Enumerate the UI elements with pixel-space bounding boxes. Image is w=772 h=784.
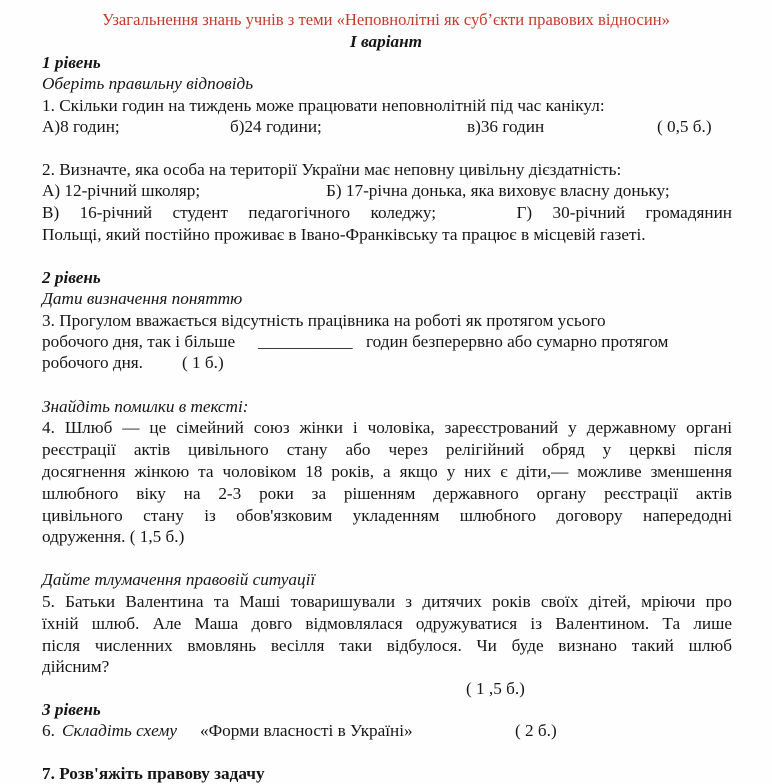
level1-instruction: Оберіть правильну відповідь	[42, 74, 254, 93]
question4-line4: шлюбного віку на 2-3 роки за рішенням державного органу реєстрації актів	[42, 484, 732, 503]
question5-line3: після численних вмовлянь весілля таки відбулося. Чи буде визнано такий шлюб	[42, 636, 732, 655]
question2-text: 2. Визначте, яка особа на території України має неповну цивільну дієздатність:	[42, 160, 622, 179]
question4-line2: реєстрації актів цивільного стану або через релігійний обряд у церкві після	[42, 440, 732, 459]
q6-topic: «Форми власності в Україні»	[200, 721, 413, 740]
q2-option-v: В) 16-річний студент педагогічного коледжу;	[42, 203, 437, 222]
q1-option-b: б)24 години;	[230, 117, 322, 136]
level1-heading: 1 рівень	[42, 53, 101, 72]
q1-option-a: А)8 годин;	[42, 117, 120, 136]
level2-instruction: Дати визначення поняттю	[42, 289, 243, 308]
question3-line2	[42, 331, 732, 352]
question5-line1: 5. Батьки Валентина та Маші товаришували з дитячих років своїх дітей, мріючи про	[42, 592, 732, 611]
level3-heading: 3 рівень	[42, 700, 101, 719]
question7-partial: 7. Розв'яжіть правову задачу	[42, 764, 265, 783]
question1-text: 1. Скільки годин на тиждень може працювати неповнолітній під час канікул:	[42, 96, 605, 115]
variant-label: І варіант	[349, 32, 422, 51]
q6-number: 6.	[42, 721, 55, 740]
question4-line5: цивільного стану із обов'язковим укладенням шлюбного договору напередодні	[42, 506, 732, 525]
q1-option-v: в)36 годин	[467, 117, 545, 136]
question5-line2: їхній шлюб. Але Маша довго відмовлялася одружуватися із Валентином. Та лише	[42, 614, 732, 633]
question5-last-line: дійсним?	[42, 657, 110, 676]
q1-points: ( 0,5 б.)	[657, 117, 712, 136]
document-title: Узагальнення знань учнів з теми «Неповнолітні як суб’єкти правових відносин»	[102, 10, 670, 29]
question2-options-row2	[42, 202, 732, 223]
q2-option-a: А) 12-річний школяр;	[42, 181, 201, 200]
q2-option-g: Г) 30-річний громадянин	[516, 203, 732, 222]
question4-line3: досягнення жінкою та чоловіком 18 років, а якщо у них є діти,— можливе зменшення	[42, 462, 732, 481]
situation-instruction: Дайте тлумачення правовій ситуації	[42, 570, 316, 589]
level2-heading: 2 рівень	[42, 268, 101, 287]
q3-answer-blank: ___________	[258, 332, 353, 351]
question4-last-line: одруження. ( 1,5 б.)	[42, 527, 185, 546]
q6-instruction: Складіть схему	[62, 721, 177, 740]
q6-points: ( 2 б.)	[515, 721, 557, 740]
question6-line	[42, 720, 732, 741]
question2-options-row1	[42, 180, 732, 201]
q3-line3-text: робочого дня.	[42, 353, 143, 372]
question2-option-g-cont: Польщі, який постійно проживає в Івано-Франківську та працює в місцевій газеті.	[42, 225, 646, 244]
q3-points: ( 1 б.)	[182, 353, 224, 372]
errors-instruction: Знайдіть помилки в тексті:	[42, 397, 249, 416]
question4-line1: 4. Шлюб — це сімейний союз жінки і чоловіка, зареєстрований у державному органі	[42, 418, 732, 437]
question1-options	[42, 116, 732, 137]
question3-line3	[42, 352, 732, 373]
q2-option-b: Б) 17-річна донька, яка виховує власну доньку;	[326, 181, 670, 200]
q5-points: ( 1 ,5 б.)	[466, 679, 525, 698]
q3-line2-end: годин безперервно або сумарно протягом	[366, 332, 669, 351]
question3-line1: 3. Прогулом вважається відсутність працівника на роботі як протягом усього	[42, 311, 606, 330]
q3-line2-start: робочого дня, так і більше	[42, 332, 236, 351]
